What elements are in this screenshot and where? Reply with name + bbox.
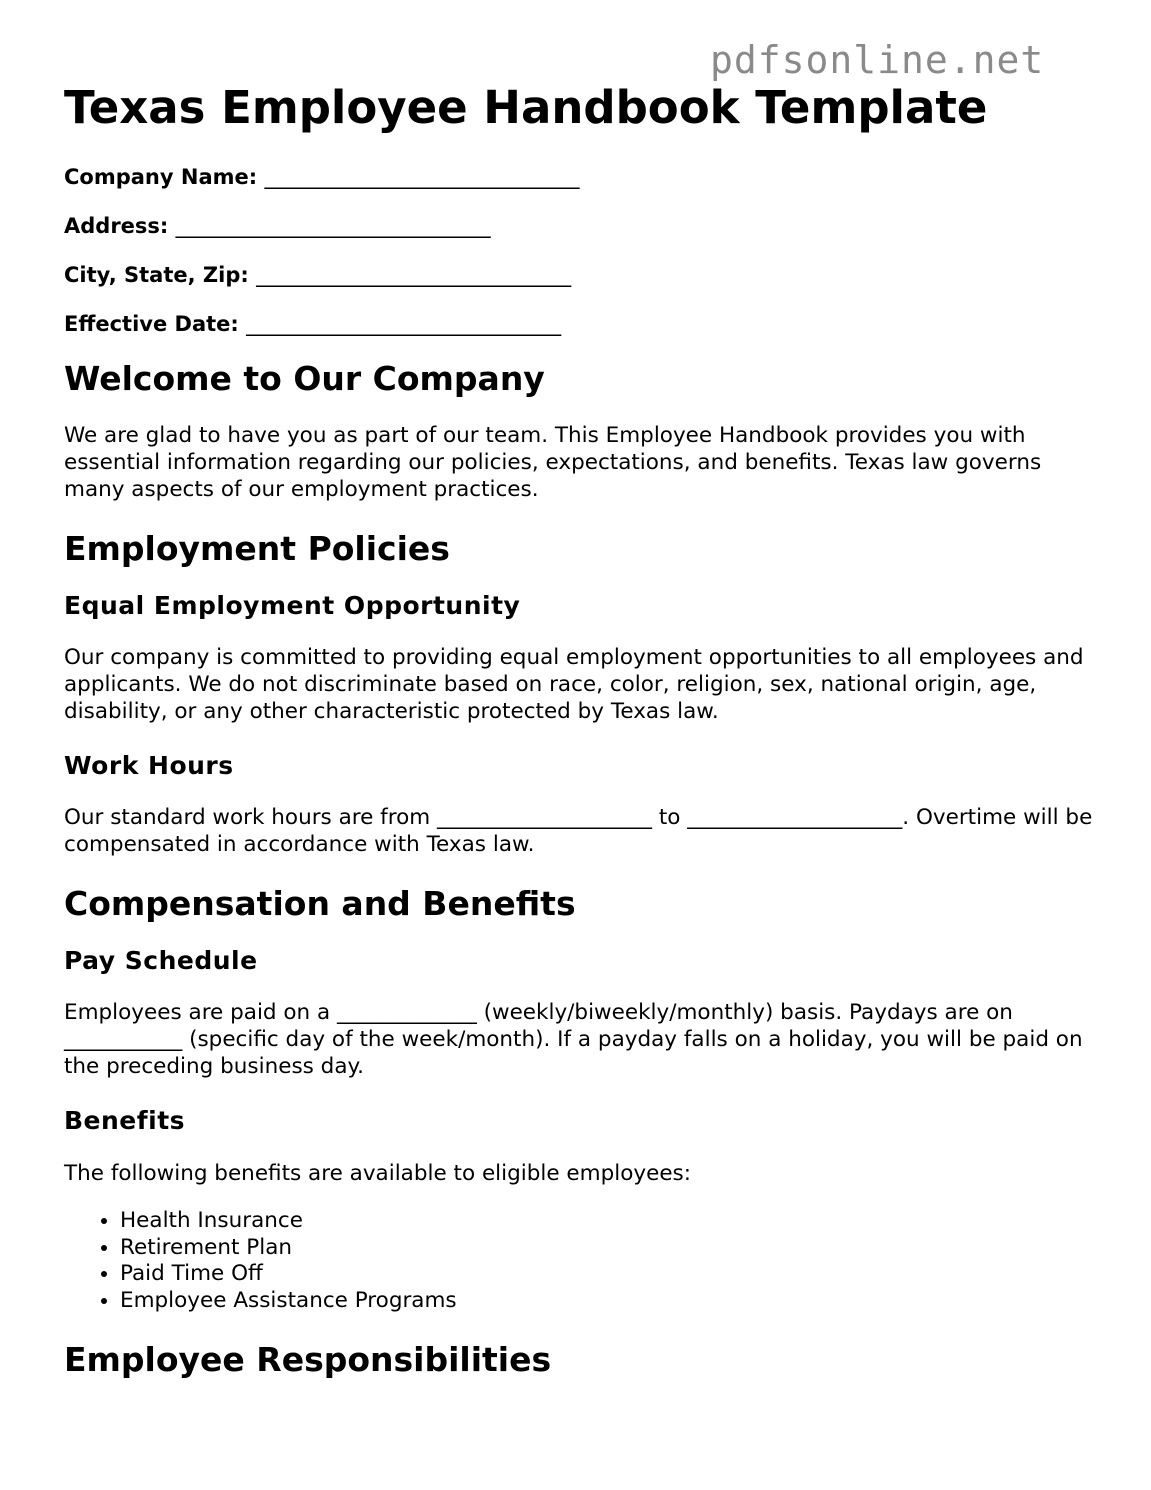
welcome-paragraph: We are glad to have you as part of our team. This Employee Handbook provides you with essential information regarding our policies, expectations, and benefits. Texas law governs many aspects of our employment practices. [64, 423, 1042, 502]
responsibilities-heading: Employee Responsibilities [64, 1340, 552, 1379]
pay-schedule-heading: Pay Schedule [64, 946, 258, 975]
effective-date-field [64, 309, 1094, 339]
address-field [64, 211, 1094, 241]
list-item: • Health Insurance [120, 1208, 1094, 1235]
list-item: • Employee Assistance Programs [120, 1288, 1094, 1315]
employment-policies-heading: Employment Policies [64, 529, 450, 568]
watermark: pdfsonline.net [710, 38, 1045, 82]
benefits-intro: The following benefits are available to eligible employees: [64, 1161, 691, 1186]
effective-date-blank[interactable]: ______________________________ [246, 312, 562, 336]
benefits-heading: Benefits [64, 1106, 186, 1135]
document-page [64, 82, 1094, 1380]
eeo-paragraph: Our company is committed to providing equal employment opportunities to all employees and applicants. We do not discriminate based on race, color, religion, sex, national origin, age, disability, or any other characteristic protected by Texas law. [64, 645, 1084, 724]
city-state-zip-field [64, 260, 1094, 290]
work-hours-paragraph: Our standard work hours are from ____________________ to ____________________. Overtime will be compensated in accordance with Texas law. [64, 805, 1093, 857]
company-name-field [64, 162, 1094, 192]
company-info-fields [64, 162, 1094, 339]
address-blank[interactable]: ______________________________ [175, 214, 491, 238]
work-hours-heading: Work Hours [64, 751, 234, 780]
compensation-heading: Compensation and Benefits [64, 884, 576, 923]
city-state-zip-label: City, State, Zip: [64, 263, 249, 287]
list-item: • Paid Time Off [120, 1261, 1094, 1288]
pay-schedule-paragraph: Employees are paid on a _____________ (weekly/biweekly/monthly) basis. Paydays are on ___________ (specific day of the week/month). If a payday falls on a holiday, you will be paid on the preceding business day. [64, 1000, 1083, 1079]
address-label: Address: [64, 214, 169, 238]
eeo-heading: Equal Employment Opportunity [64, 591, 521, 620]
document-title: Texas Employee Handbook Template [64, 81, 988, 134]
list-item: • Retirement Plan [120, 1235, 1094, 1262]
effective-date-label: Effective Date: [64, 312, 239, 336]
company-name-blank[interactable]: ______________________________ [264, 165, 580, 189]
benefits-list [64, 1208, 1094, 1314]
company-name-label: Company Name: [64, 165, 258, 189]
welcome-heading: Welcome to Our Company [64, 359, 545, 398]
city-state-zip-blank[interactable]: ______________________________ [256, 263, 572, 287]
